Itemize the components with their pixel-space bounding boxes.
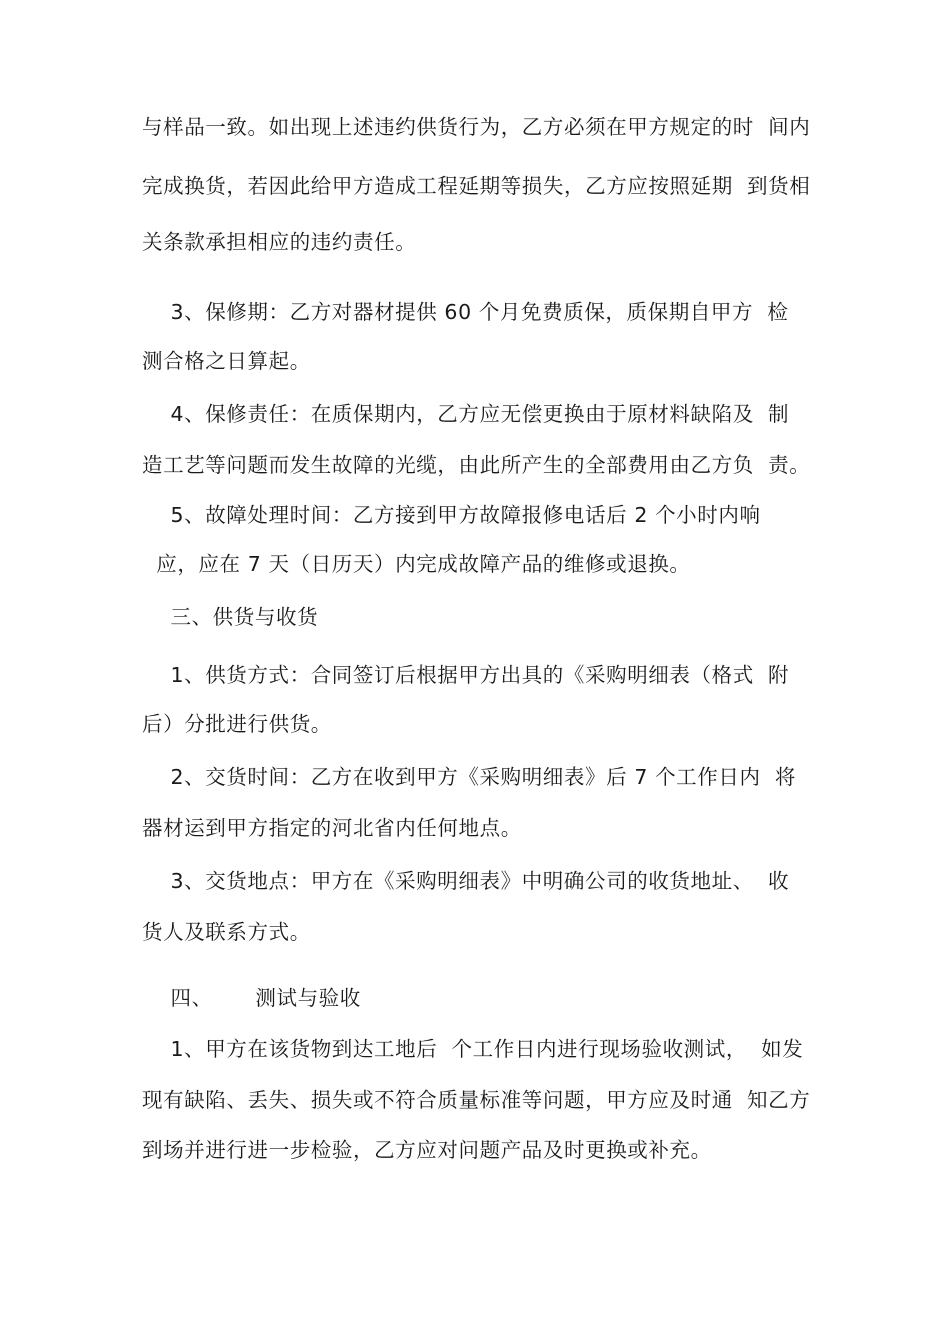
- text-line: 与样品一致。如出现上述违约供货行为，乙方必须在甲方规定的时 间内: [142, 115, 811, 139]
- text-line: 4、保修责任：在质保期内，乙方应无偿更换由于原材料缺陷及 制: [142, 402, 790, 426]
- text-line: 后）分批进行供货。: [142, 712, 332, 736]
- text-line: 造工艺等问题而发生故障的光缆，由此所产生的全部费用由乙方负 责。: [142, 453, 811, 477]
- section-heading: 四、 测试与验收: [142, 986, 361, 1010]
- text-line: 完成换货，若因此给甲方造成工程延期等损失，乙方应按照延期 到货相: [142, 174, 811, 198]
- text-line: 1、供货方式：合同签订后根据甲方出具的《采购明细表（格式 附: [142, 663, 790, 687]
- text-line: 到场并进行进一步检验，乙方应对问题产品及时更换或补充。: [142, 1138, 712, 1162]
- section-heading: 三、供货与收货: [142, 605, 319, 629]
- text-line: 3、交货地点：甲方在《采购明细表》中明确公司的收货地址、 收: [142, 869, 790, 893]
- text-line: 测合格之日算起。: [142, 349, 311, 373]
- text-line: 3、保修期：乙方对器材提供 60 个月免费质保，质保期自甲方 检: [142, 300, 789, 324]
- text-line: 现有缺陷、丢失、损失或不符合质量标准等问题，甲方应及时通 知乙方: [142, 1088, 811, 1112]
- text-line: 2、交货时间：乙方在收到甲方《采购明细表》后 7 个工作日内 将: [142, 765, 796, 789]
- text-line: 1、甲方在该货物到达工地后 个工作日内进行现场验收测试， 如发: [142, 1037, 804, 1061]
- text-line: 器材运到甲方指定的河北省内任何地点。: [142, 816, 522, 840]
- text-line: 货人及联系方式。: [142, 920, 311, 944]
- text-line: 5、故障处理时间：乙方接到甲方故障报修电话后 2 个小时内响: [142, 503, 761, 527]
- text-line: 关条款承担相应的违约责任。: [142, 230, 417, 254]
- text-line: 应，应在 7 天（日历天）内完成故障产品的维修或退换。: [142, 552, 691, 576]
